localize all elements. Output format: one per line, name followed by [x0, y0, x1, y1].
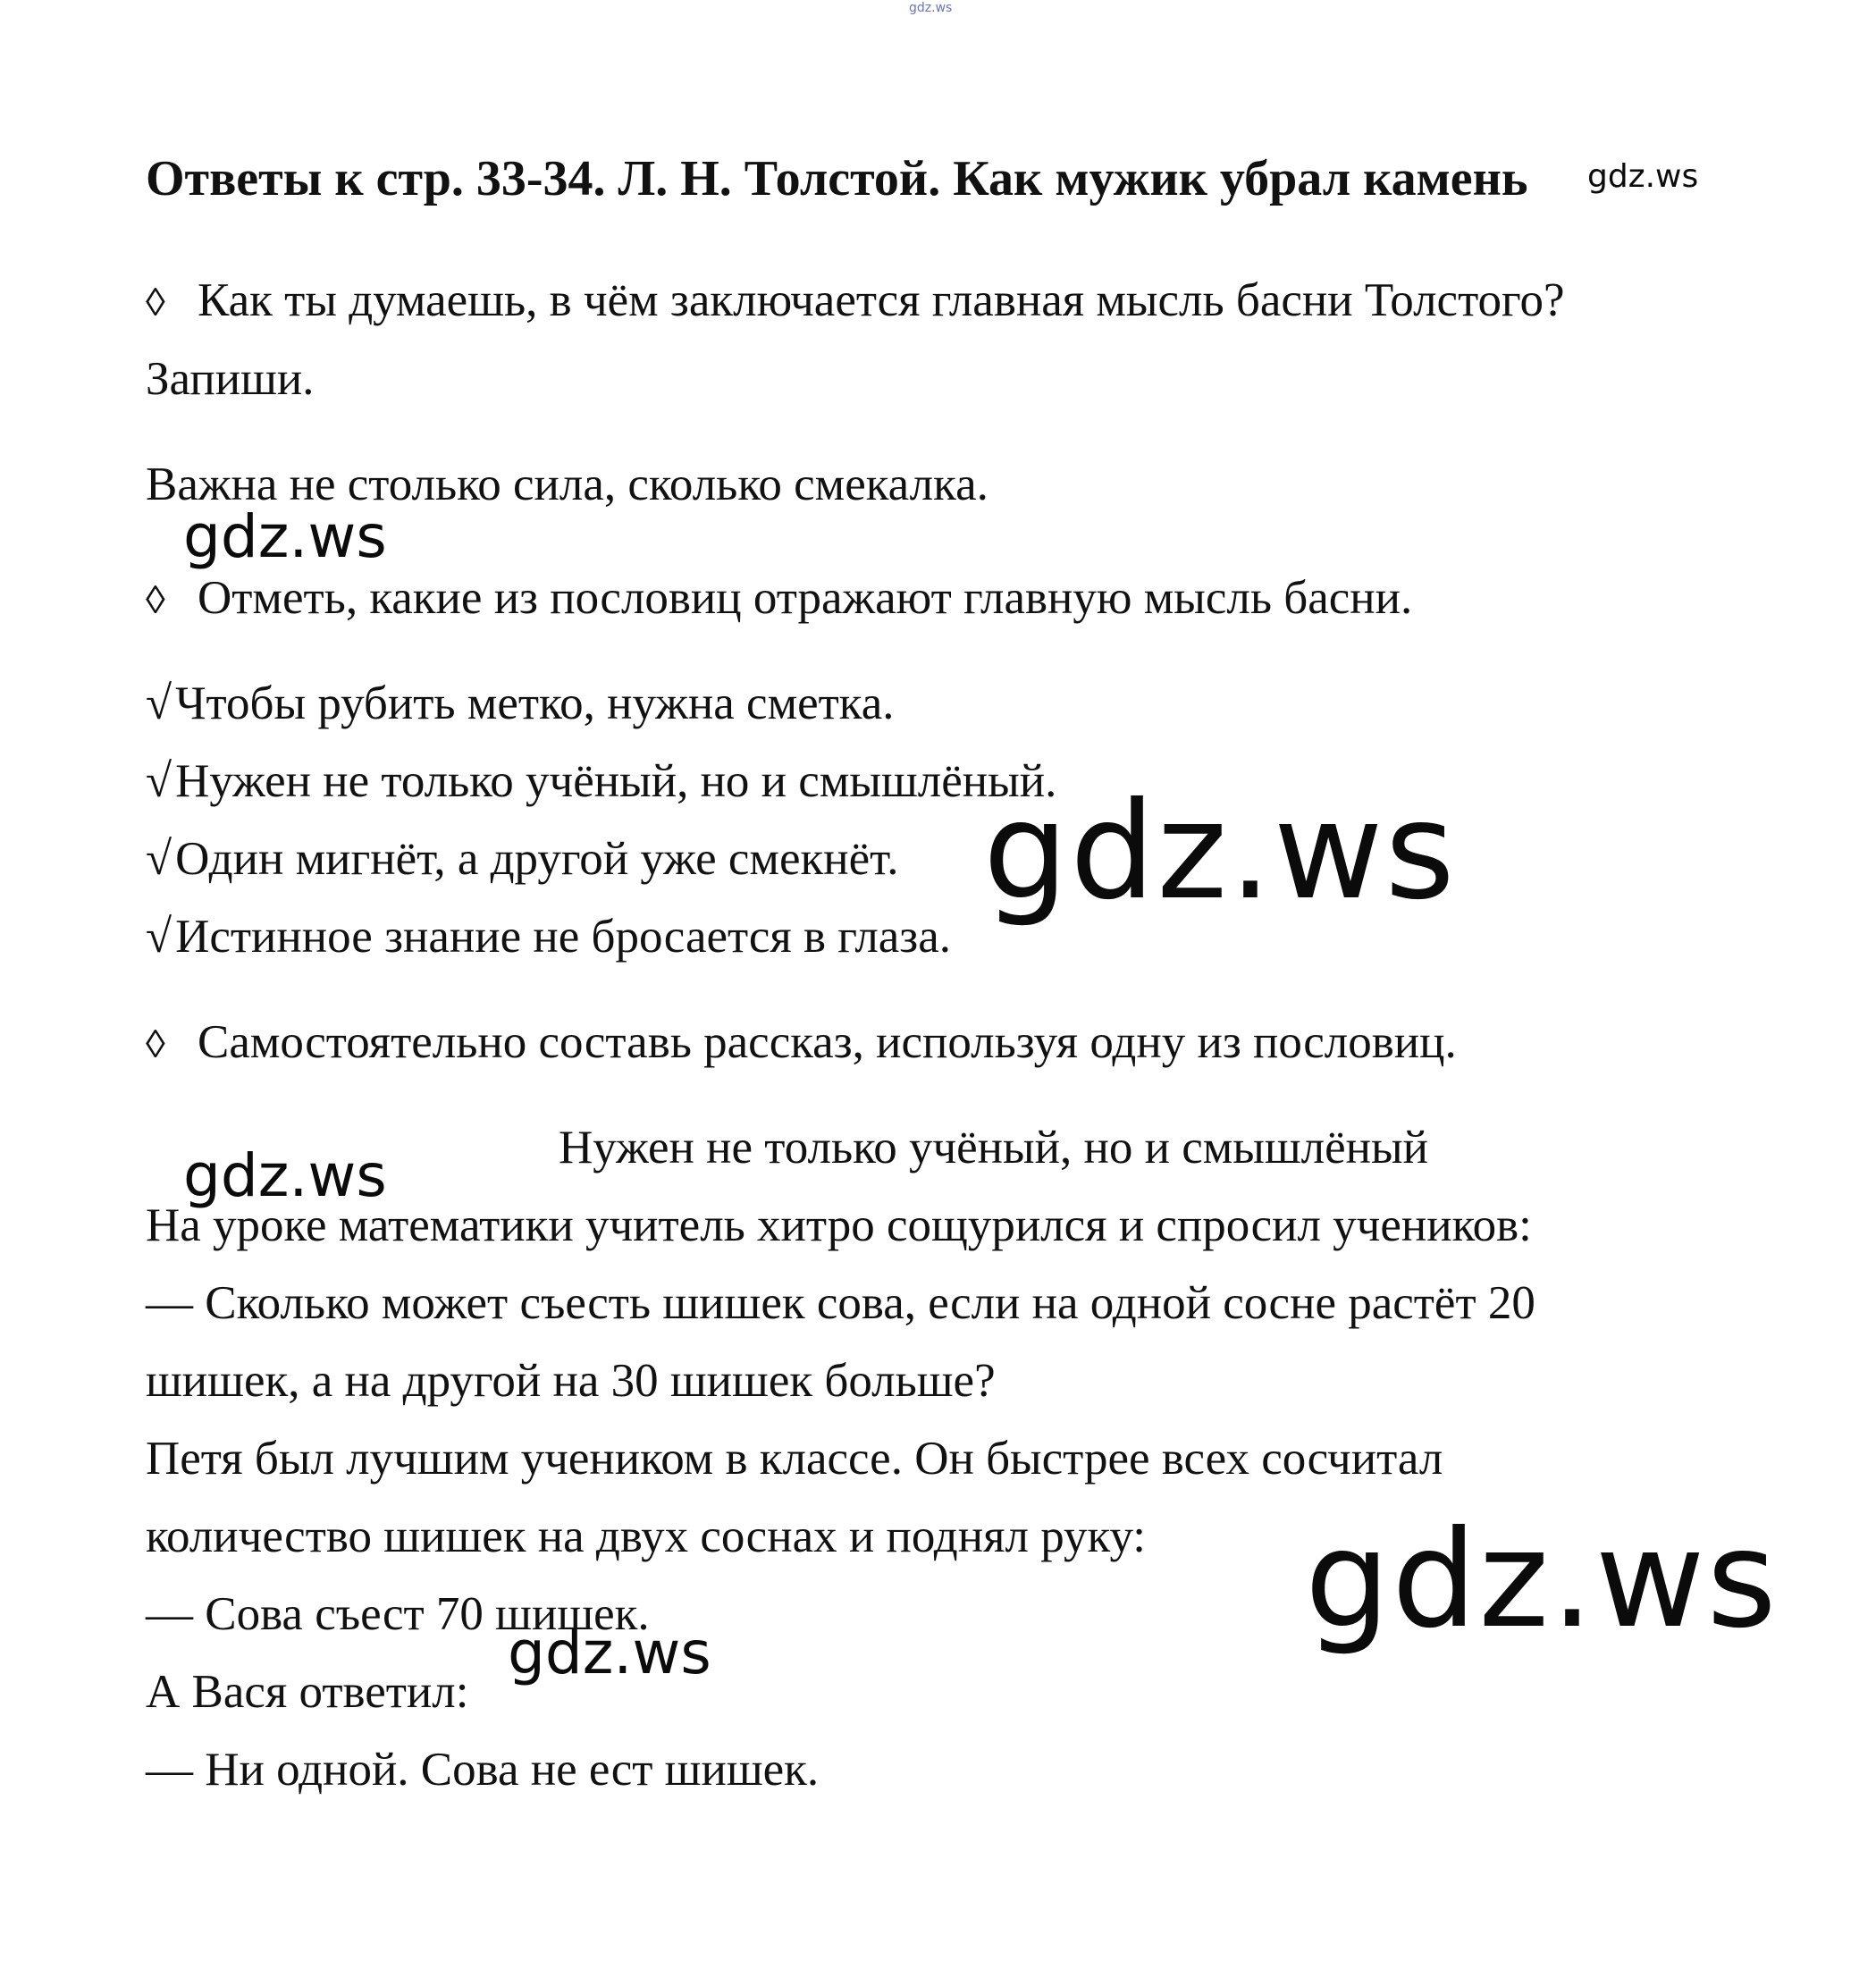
story-line: — Ни одной. Сова не ест шишек. — [146, 1744, 820, 1796]
question-1-continuation: Запиши. — [146, 353, 315, 405]
diamond-bullet-icon: ◊ — [146, 578, 165, 622]
checkmark-icon: √ — [146, 755, 172, 807]
question-2 — [146, 569, 1412, 629]
proverb-item — [146, 908, 951, 965]
story-line: количество шишек на двух соснах и поднял руку: — [146, 1510, 1147, 1562]
story-line: Петя был лучшим учеником в классе. Он быстрее всех сосчитал — [146, 1433, 1443, 1485]
checkmark-icon: √ — [146, 911, 172, 963]
question-1-text: Как ты думаешь, в чём заключается главная мысль басни Толстого? — [198, 274, 1565, 326]
story-line: шишек, а на другой на 30 шишек больше? — [146, 1355, 996, 1407]
checkmark-icon: √ — [146, 833, 172, 885]
question-3-text: Самостоятельно составь рассказ, используя одну из пословиц. — [198, 1016, 1457, 1068]
diamond-bullet-icon: ◊ — [146, 281, 165, 324]
checkmark-icon: √ — [146, 677, 172, 729]
watermark: gdz.ws — [508, 1619, 711, 1687]
story-line: На уроке математики учитель хитро сощурился и спросил учеников: — [146, 1199, 1532, 1251]
watermark: gdz.ws — [183, 1141, 387, 1210]
proverb-text: Один мигнёт, а другой уже смекнёт. — [175, 833, 899, 885]
proverb-item — [146, 753, 1056, 810]
proverb-item — [146, 830, 899, 888]
page-title: Ответы к стр. 33-34. Л. Н. Толстой. Как мужик убрал камень — [146, 151, 1528, 206]
diamond-bullet-icon: ◊ — [146, 1022, 165, 1066]
answer-1: Важна не столько сила, сколько смекалка. — [146, 458, 988, 510]
proverb-text: Нужен не только учёный, но и смышлёный. — [175, 755, 1057, 807]
proverb-text: Истинное знание не бросается в глаза. — [175, 911, 951, 963]
watermark: gdz.ws — [983, 774, 1457, 930]
question-1 — [146, 272, 1564, 332]
story-line: — Сколько может съесть шишек сова, если на одной сосне растёт 20 — [146, 1277, 1535, 1329]
story-line: — Сова съест 70 шишек. — [146, 1588, 650, 1640]
question-2-text: Отметь, какие из пословиц отражают главную мысль басни. — [198, 572, 1413, 624]
proverb-text: Чтобы рубить метко, нужна сметка. — [175, 677, 895, 729]
story-title: Нужен не только учёный, но и смышлёный — [559, 1122, 1428, 1174]
watermark: gdz.ws — [1305, 1502, 1779, 1658]
proverb-item — [146, 675, 895, 732]
watermark: gdz.ws — [1587, 158, 1699, 195]
watermark: gdz.ws — [183, 502, 387, 571]
story-line: А Вася ответил: — [146, 1666, 469, 1718]
question-3 — [146, 1014, 1457, 1073]
watermark: gdz.ws — [909, 1, 953, 15]
